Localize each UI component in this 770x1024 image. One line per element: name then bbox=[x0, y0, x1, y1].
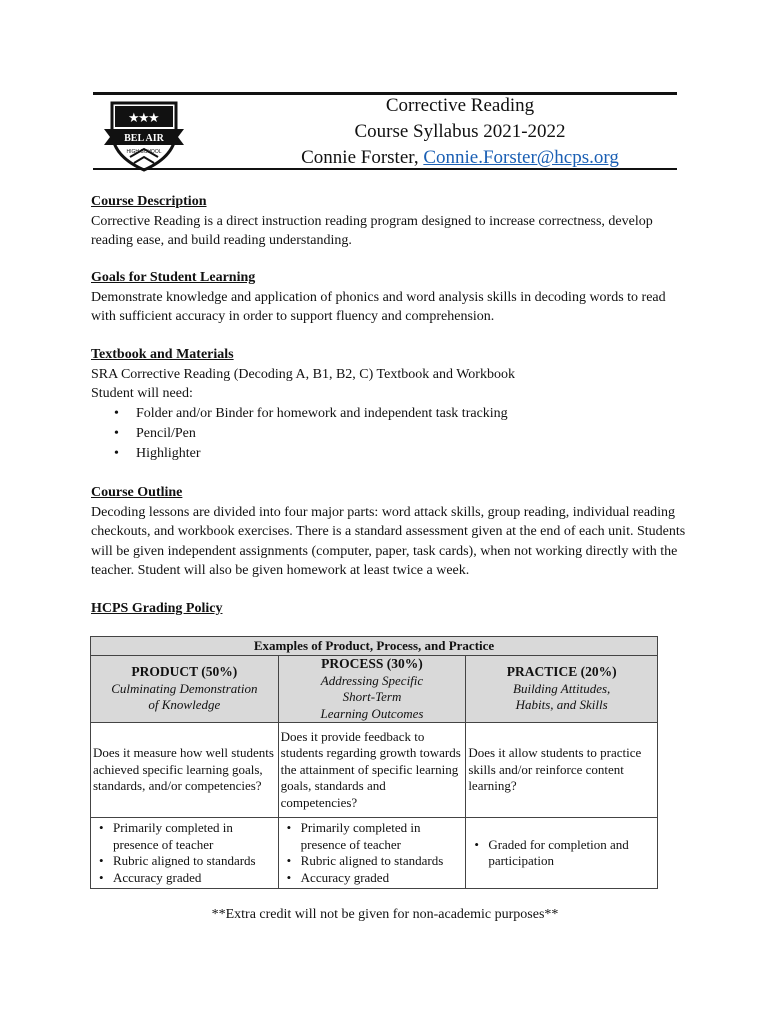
materials-list bbox=[91, 404, 691, 464]
goals-text: Demonstrate knowledge and application of phonics and word analysis skills in decoding words to read with sufficient accuracy in order to support fluency and comprehension. bbox=[91, 289, 666, 324]
course-description-heading: Course Description bbox=[91, 194, 207, 209]
course-subtitle: Course Syllabus 2021-2022 bbox=[354, 121, 566, 142]
practice-title: PRACTICE (20%) bbox=[506, 664, 617, 680]
practice-question: Does it allow students to practice skills and/or reinforce content learning? bbox=[466, 723, 658, 818]
product-criteria bbox=[91, 818, 279, 889]
teacher-name: Connie Forster, bbox=[301, 147, 419, 168]
practice-criteria bbox=[466, 818, 658, 889]
teacher-email-link[interactable]: Connie.Forster@hcps.org bbox=[423, 147, 619, 168]
criteria-item: • Graded for completion and participation bbox=[488, 837, 655, 870]
criteria-item: • Accuracy graded bbox=[301, 870, 464, 887]
process-question: Does it provide feedback to students regarding growth towards the attainment of specific learning goals, standards and competencies? bbox=[278, 723, 466, 818]
criteria-item: • Primarily completed in presence of teacher bbox=[113, 820, 276, 853]
logo-text: BEL AIR bbox=[124, 133, 164, 144]
process-subtitle: Addressing Specific bbox=[320, 672, 424, 688]
practice-header bbox=[466, 656, 658, 723]
goals-heading: Goals for Student Learning bbox=[91, 270, 256, 285]
course-description-section bbox=[91, 192, 691, 251]
header-bottom-rule bbox=[93, 168, 677, 170]
practice-subtitle: Building Attitudes, bbox=[513, 680, 611, 696]
extra-credit-note: **Extra credit will not be given for non-academic purposes** bbox=[211, 907, 559, 922]
course-outline-section bbox=[91, 483, 691, 581]
course-outline-text: Decoding lessons are divided into four major parts: word attack skills, group reading, individual reading checkouts, and workbook exercises. There is a standard assessment given at the end of each unit. Students will be given independent assignments (computer, paper, task cards), when not working directly with the teacher. Student will also be given homework at least twice a week. bbox=[91, 504, 686, 578]
grading-table bbox=[90, 636, 658, 889]
course-description-text: Corrective Reading is a direct instruction reading program designed to increase correctness, develop reading ease, and build reading understanding. bbox=[91, 213, 653, 248]
product-header bbox=[91, 656, 279, 723]
course-title: Corrective Reading bbox=[385, 95, 535, 116]
materials-item: • Highlighter bbox=[136, 444, 691, 464]
criteria-item: • Rubric aligned to standards bbox=[301, 853, 464, 870]
course-outline-heading: Course Outline bbox=[91, 485, 183, 500]
grading-section bbox=[91, 599, 691, 619]
logo-subtext: HIGH SCHOOL bbox=[126, 149, 162, 155]
school-crest-logo bbox=[104, 97, 184, 172]
process-subtitle: Short-Term bbox=[342, 689, 402, 704]
materials-textbook: SRA Corrective Reading (Decoding A, B1, B2, C) Textbook and Workbook bbox=[91, 366, 515, 382]
materials-section bbox=[91, 345, 691, 464]
criteria-item: • Primarily completed in presence of teacher bbox=[301, 820, 464, 853]
svg-text:★: ★ bbox=[138, 111, 150, 126]
materials-item: • Folder and/or Binder for homework and independent task tracking bbox=[136, 404, 691, 424]
process-subtitle: Learning Outcomes bbox=[320, 705, 424, 721]
materials-heading: Textbook and Materials bbox=[91, 347, 234, 362]
product-question: Does it measure how well students achieved specific learning goals, standards, and/or competencies? bbox=[91, 723, 279, 818]
process-criteria bbox=[278, 818, 466, 889]
svg-text:★: ★ bbox=[148, 111, 160, 126]
materials-need-label: Student will need: bbox=[91, 386, 193, 401]
grading-table-caption: Examples of Product, Process, and Practice bbox=[91, 637, 658, 656]
product-subtitle: of Knowledge bbox=[148, 697, 221, 713]
materials-item: • Pencil/Pen bbox=[136, 424, 691, 444]
product-subtitle: Culminating Demonstration bbox=[111, 680, 258, 696]
product-title: PRODUCT (50%) bbox=[131, 664, 238, 680]
practice-subtitle: Habits, and Skills bbox=[515, 697, 608, 713]
process-header bbox=[278, 656, 466, 723]
criteria-item: • Rubric aligned to standards bbox=[113, 853, 276, 870]
criteria-item: • Accuracy graded bbox=[113, 870, 276, 887]
process-title: PROCESS (30%) bbox=[321, 656, 423, 671]
svg-text:★: ★ bbox=[128, 111, 140, 126]
goals-section bbox=[91, 268, 691, 327]
grading-heading: HCPS Grading Policy bbox=[91, 601, 223, 616]
